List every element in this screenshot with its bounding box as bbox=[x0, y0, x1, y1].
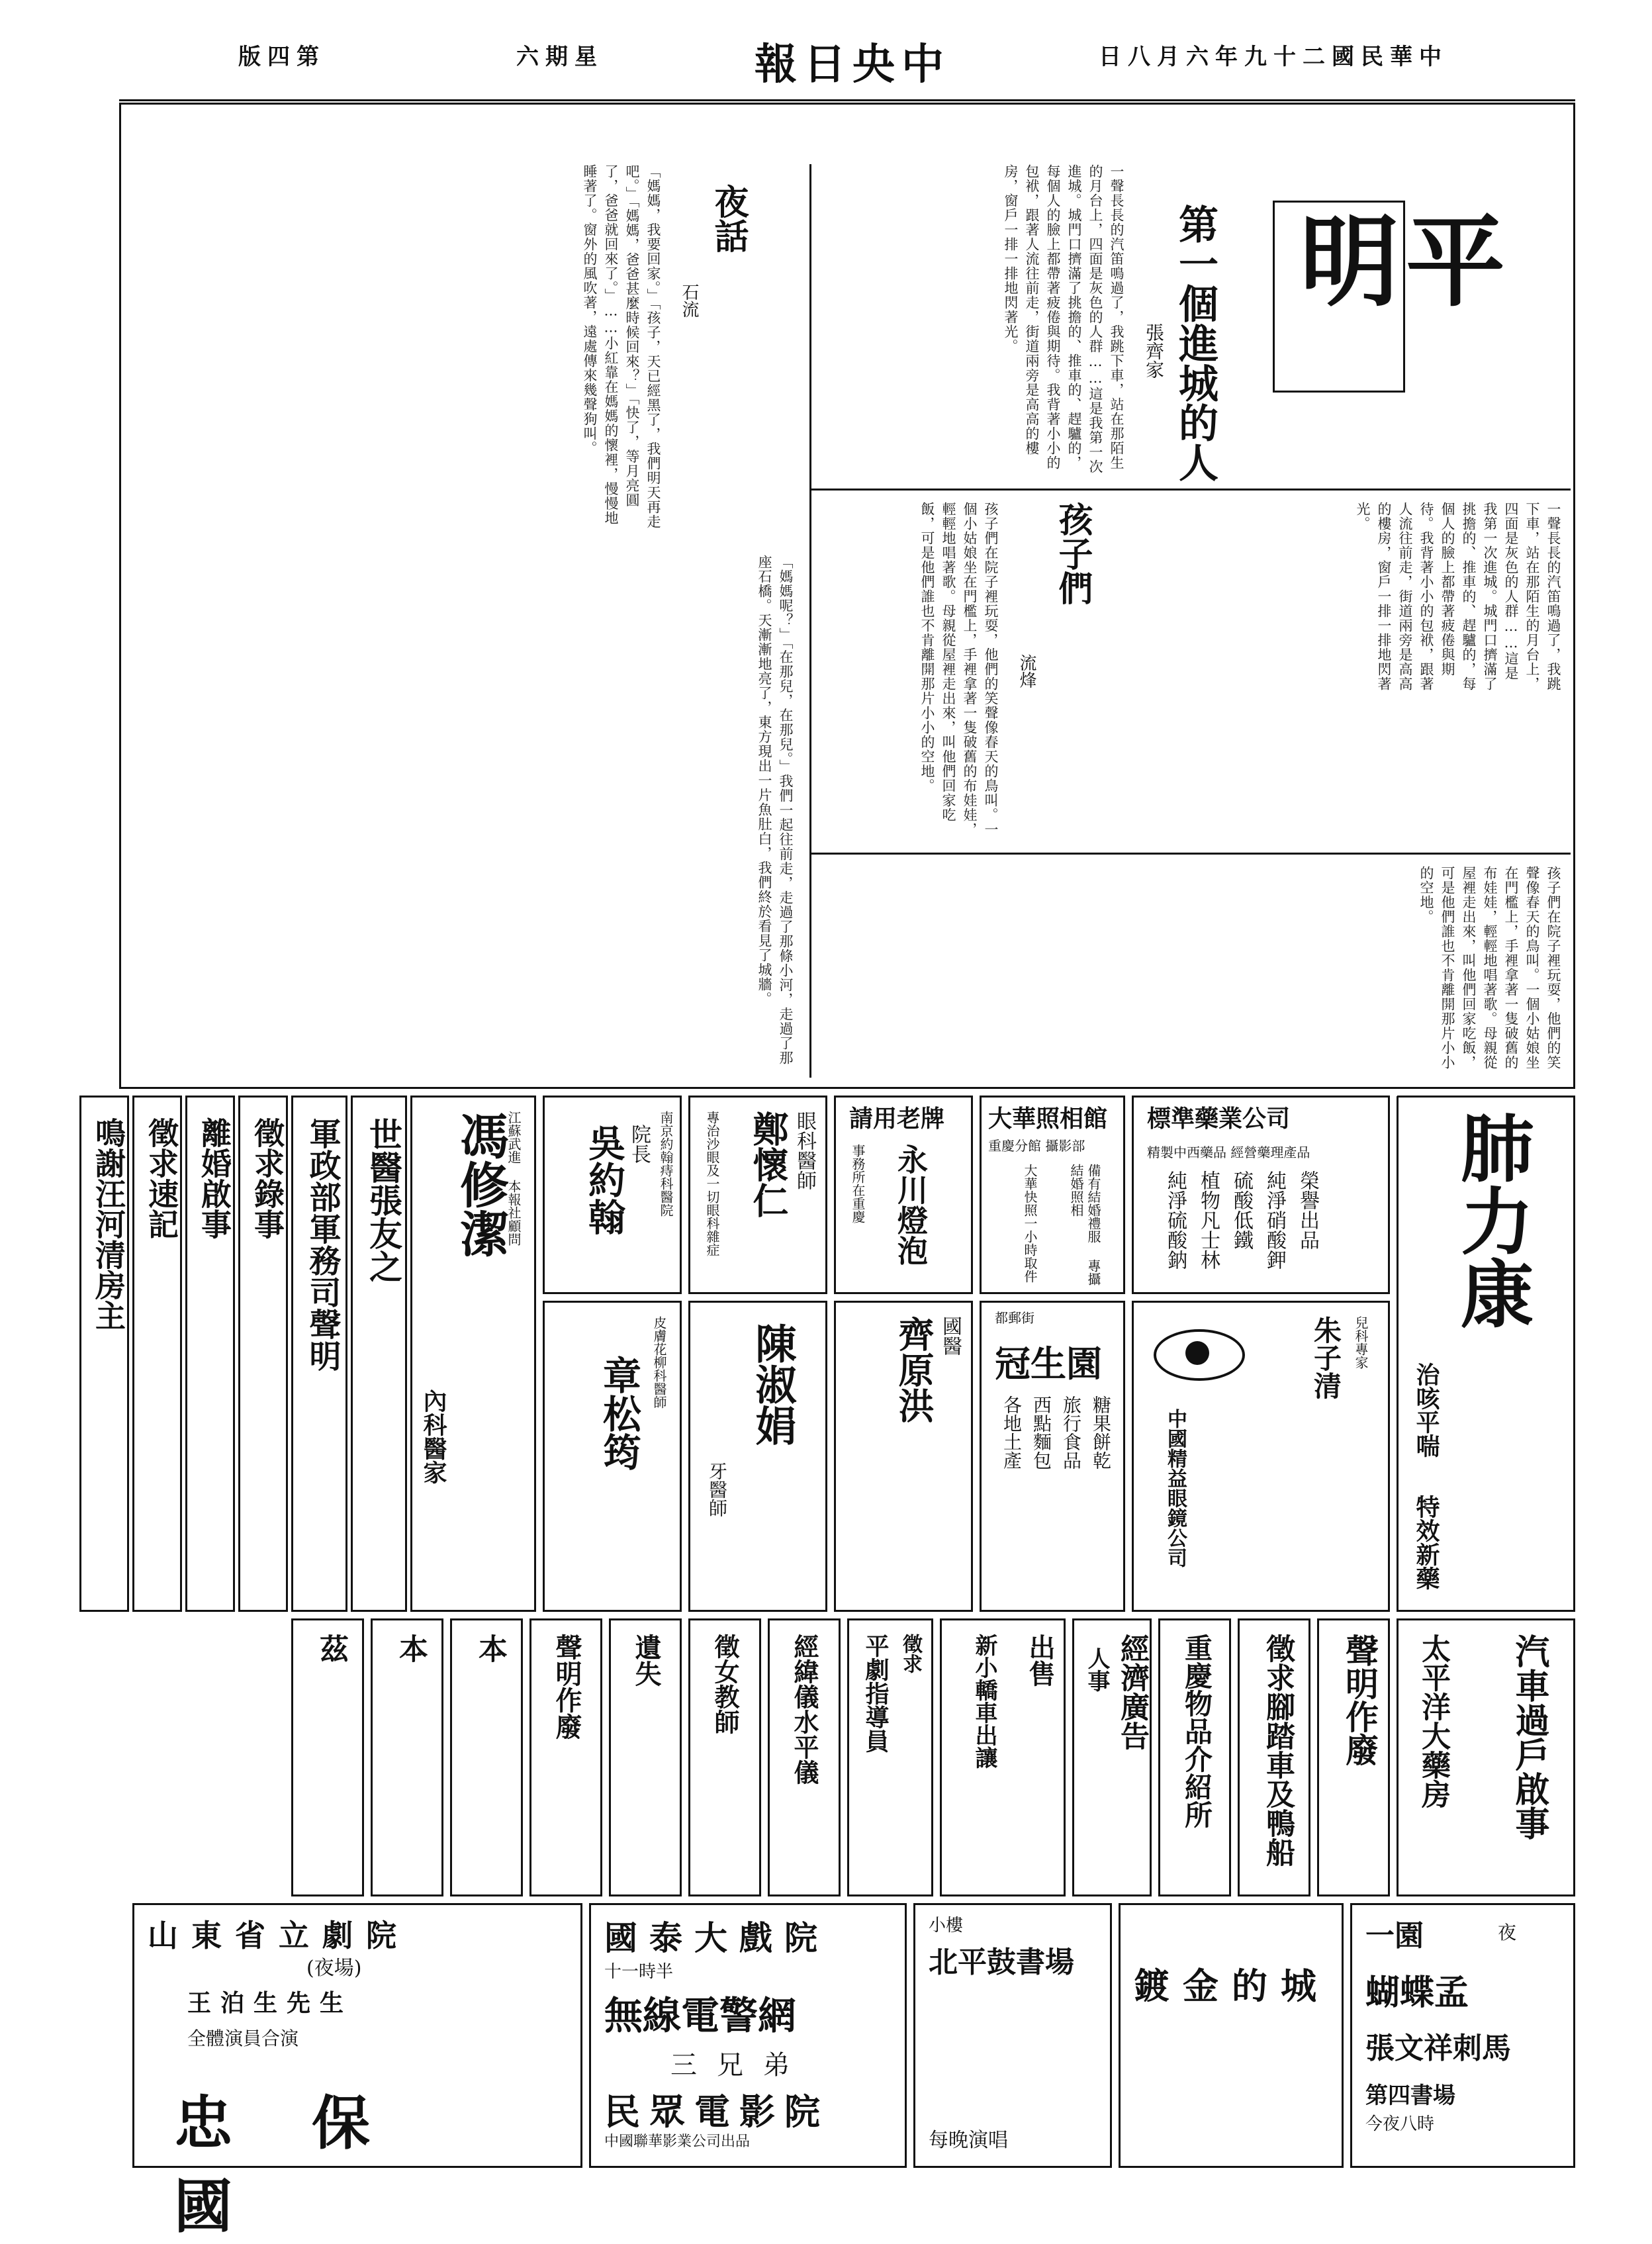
ad-eyeglass-title: 中國精益眼鏡公司 bbox=[1164, 1409, 1187, 1567]
ad-shuchang-note: 今夜八時 bbox=[1365, 2114, 1435, 2134]
ad-feilikang-note: 特效新藥 bbox=[1412, 1495, 1440, 1590]
ad-funv-title: 徵女教師 bbox=[710, 1634, 740, 1734]
ad-jingwei bbox=[768, 1618, 841, 1896]
ad-shandong-title: 山東省立劇院 bbox=[148, 1918, 410, 1953]
ad-chongqing-title: 重慶物品介紹所 bbox=[1181, 1634, 1213, 1828]
literary-supplement bbox=[119, 103, 1575, 1089]
ad-zheng-sub: 眼科醫師 bbox=[793, 1111, 816, 1190]
ad-shandong-sub: (夜場) bbox=[306, 1957, 362, 1980]
ad-shengming2-title: 聲明作廢 bbox=[551, 1634, 582, 1740]
ad-chen-sub: 牙醫師 bbox=[706, 1462, 728, 1517]
ad-dahua-note2: 大華快照一小時取件 bbox=[1022, 1164, 1038, 1283]
ad-qi-sub: 國醫 bbox=[939, 1316, 962, 1356]
eye-icon bbox=[1154, 1329, 1245, 1381]
ad-chen-title: 陳淑娟 bbox=[749, 1323, 797, 1446]
masthead-weekday: 六期星 bbox=[516, 44, 604, 70]
ad-eyeglass bbox=[1132, 1301, 1390, 1612]
ad-shuchang-title: 第四書場 bbox=[1365, 2082, 1455, 2109]
ad-chushou-title: 出售 bbox=[1025, 1634, 1056, 1687]
ad-chongqing bbox=[1158, 1618, 1231, 1896]
ad-zi-title: 茲 bbox=[314, 1634, 348, 1663]
article2-body: 孩子們在院子裡玩耍，他們的笑聲像春天的鳥叫。一個小姑娘坐在門檻上，手裡拿著一隻破舊的布娃娃，輕輕地唱著歌。母親從屋裡走出來，叫他們回家吃飯，可是他們誰也不肯離開那片小小的空地。 bbox=[919, 502, 999, 837]
ad-jingji bbox=[1072, 1618, 1152, 1896]
ad-yongchuan-sub: 請用老牌 bbox=[849, 1105, 945, 1133]
ad-ben bbox=[450, 1618, 523, 1896]
article1-body: 一聲長長的汽笛鳴過了，我跳下車，站在那陌生的月台上，四面是灰色的人群……這是我第一次進城。城門口擠滿了挑擔的、推車的、趕驢的，每個人的臉上都帶著疲倦與期待。我背著小小的包袱，跟著人流往前走，街道兩旁是高高的樓房，窗戶一排一排地閃著光。 bbox=[1003, 164, 1124, 474]
ad-feng-title: 馮修潔 bbox=[452, 1111, 509, 1258]
ad-yiyuan-show: 蝴蝶孟 bbox=[1365, 1973, 1469, 2013]
ad-yiyuan bbox=[1350, 1903, 1575, 2168]
ad-yongchuan bbox=[834, 1096, 973, 1294]
ad-xinxiao-title: 新小轎車出讓 bbox=[971, 1634, 997, 1769]
ad-wu bbox=[543, 1096, 682, 1294]
ad-wang bbox=[79, 1096, 129, 1612]
ad-dahua bbox=[980, 1096, 1125, 1294]
ad-shandong-note: 全體演員合演 bbox=[187, 2028, 299, 2049]
masthead-page: 版四第 bbox=[238, 44, 326, 70]
article3-title: 夜話 bbox=[708, 184, 749, 253]
masthead-date: 日八月六年九十二國民華中 bbox=[1099, 44, 1448, 70]
ad-shandong-show: 忠保國 bbox=[174, 2088, 450, 2241]
ad-guanshengyuan-item: 西點麵包 bbox=[1031, 1395, 1052, 1470]
ad-feilikang-seller: 太平洋大藥房 bbox=[1416, 1634, 1450, 1808]
ad-zhengqiu-title: 徵求錄事 bbox=[250, 1117, 285, 1239]
ad-wu-note: 南京約翰痔科醫院 bbox=[658, 1111, 674, 1217]
ad-guanshengyuan bbox=[980, 1301, 1125, 1612]
ad-minzhong-note: 中國聯華影業公司出品 bbox=[604, 2133, 751, 2150]
ad-guanshengyuan-item: 各地土產 bbox=[1001, 1395, 1023, 1470]
ad-pingju-sub: 徵求 bbox=[899, 1634, 922, 1673]
ad-xiaoji-sub: 小樓 bbox=[929, 1916, 964, 1936]
ad-yiyuan-note: 張文祥刺馬 bbox=[1365, 2032, 1511, 2065]
ad-feng-sub: 內科醫家 bbox=[420, 1389, 447, 1484]
ad-zhang bbox=[351, 1096, 407, 1612]
ad-zi bbox=[291, 1618, 364, 1896]
ad-zhang-title: 世醫張友之 bbox=[364, 1117, 403, 1283]
ad-pingju bbox=[847, 1618, 933, 1896]
ad-feng bbox=[410, 1096, 536, 1612]
ad-zhu-sub: 兒科專家 bbox=[1353, 1316, 1369, 1369]
ad-yishi-title: 遺失 bbox=[631, 1634, 662, 1687]
ad-minzhong-title: 民眾電影院 bbox=[604, 2090, 829, 2133]
divider bbox=[809, 853, 1571, 855]
ad-yishi bbox=[609, 1618, 682, 1896]
ad-zheng-title: 鄭懷仁 bbox=[747, 1111, 790, 1218]
ad-biaozhun-item: 硫酸低鐵 bbox=[1230, 1170, 1253, 1250]
ad-biaozhun-item: 純淨硝酸鉀 bbox=[1263, 1170, 1286, 1270]
ad-biaozhun-item: 植物凡士林 bbox=[1197, 1170, 1220, 1270]
ad-funv bbox=[688, 1618, 761, 1896]
ad-feng-note: 江蘇武進 本報社顧問 bbox=[506, 1111, 522, 1246]
ad-yiyuan-sub: 夜 bbox=[1498, 1922, 1517, 1943]
ad-guanshengyuan-item: 糖果餅乾 bbox=[1090, 1395, 1112, 1470]
ad-guotai bbox=[589, 1903, 907, 2168]
masthead-rule bbox=[119, 99, 1575, 101]
ad-shengming-title: 聲明作廢 bbox=[1340, 1634, 1379, 1766]
ad-guotai-title: 國泰大戲院 bbox=[604, 1918, 829, 1957]
ad-qi bbox=[834, 1301, 973, 1612]
ad-feilikang-sub: 治咳平喘 bbox=[1412, 1362, 1440, 1458]
ad-wu-title: 吳約翰 bbox=[582, 1124, 626, 1235]
ad-xiaoji-title: 北平鼓書場 bbox=[929, 1945, 1074, 1979]
ad-ben2 bbox=[371, 1618, 443, 1896]
ad-jingji-sub: 人事 bbox=[1083, 1647, 1110, 1692]
ad-qiche bbox=[1397, 1618, 1575, 1896]
advertisement-section bbox=[91, 1096, 1575, 2241]
ad-zhangsongjun-title: 章松筠 bbox=[596, 1356, 641, 1471]
article1-author: 張齊家 bbox=[1143, 323, 1165, 379]
article2-intro: 一聲長長的汽笛鳴過了，我跳下車，站在那陌生的月台上，四面是灰色的人群……這是我第一次進城。城門口擠滿了挑擔的、推車的、趕驢的，每個人的臉上都帶著疲倦與期待。我背著小小的包袱，跟著人流往前走，街道兩旁是高高的樓房，窗戶一排一排地閃著光。 bbox=[1355, 502, 1561, 691]
article4-body: 「媽媽呢？」「在那兒，在那兒。」我們一起往前走，走過了那條小河，走過了那座石橋。天漸漸地亮了，東方現出一片魚肚白，我們終於看見了城牆。 bbox=[757, 555, 794, 1065]
supplement-title-box bbox=[1273, 201, 1505, 393]
ad-biaozhun-item: 純淨硫酸鈉 bbox=[1164, 1170, 1187, 1270]
masthead-title: 報日央中 bbox=[755, 40, 950, 89]
ad-zhangsongjun-sub: 皮膚花柳科醫師 bbox=[651, 1316, 667, 1409]
ad-xiaoji-note: 每晚演唱 bbox=[929, 2129, 1008, 2152]
ad-shengming2 bbox=[529, 1618, 602, 1896]
ad-shengming bbox=[1317, 1618, 1390, 1896]
ad-jingji-title: 經濟廣告 bbox=[1115, 1634, 1149, 1750]
ad-guotai-show: 無線電警網 bbox=[604, 1993, 797, 2038]
ad-dahua-sub: 重慶分館 攝影部 bbox=[988, 1138, 1085, 1154]
article3-author: 石流 bbox=[679, 283, 699, 318]
article2-title: 孩子們 bbox=[1052, 502, 1093, 605]
ad-jiaota bbox=[1238, 1618, 1310, 1896]
ad-yongchuan-title: 永川燈泡 bbox=[893, 1144, 929, 1266]
article1-title: 第一個進城的人 bbox=[1172, 204, 1218, 482]
ad-dahua-note: 備有結婚禮服 專攝結婚照相 bbox=[1068, 1164, 1101, 1286]
ad-pingju-title: 平劇指導員 bbox=[862, 1634, 890, 1753]
ad-biaozhun-title: 標準藥業公司 bbox=[1147, 1105, 1291, 1133]
divider bbox=[809, 489, 1571, 491]
ad-suji-title: 徵求速記 bbox=[144, 1117, 179, 1239]
ad-qiche-title: 汽車過戶啟事 bbox=[1509, 1634, 1549, 1840]
ad-biaozhun-sub: 精製中西藥品 經營藥理產品 bbox=[1147, 1145, 1310, 1160]
ad-zhengqiu bbox=[238, 1096, 288, 1612]
ad-ben-title: 本 bbox=[473, 1634, 507, 1663]
ad-zhangsongjun bbox=[543, 1301, 682, 1612]
ad-zhu-title: 朱子清 bbox=[1310, 1316, 1342, 1399]
ad-minzhong bbox=[1119, 1903, 1344, 2168]
ad-chen bbox=[688, 1301, 827, 1612]
article2-author: 流烽 bbox=[1017, 654, 1036, 688]
ad-yongchuan-note: 事務所在重慶 bbox=[850, 1144, 866, 1223]
article2-continued: 孩子們在院子裡玩耍，他們的笑聲像春天的鳥叫。一個小姑娘坐在門檻上，手裡拿著一隻破舊的布娃娃，輕輕地唱著歌。母親從屋裡走出來，叫他們回家吃飯，可是他們誰也不肯離開那片小小的空地。 bbox=[1418, 866, 1561, 1070]
ad-chushou bbox=[940, 1618, 1066, 1896]
ad-wu-sub: 院長 bbox=[627, 1124, 651, 1164]
ad-xiaoji bbox=[913, 1903, 1112, 2168]
ad-jiaota-title: 徵求腳踏車及鴨船 bbox=[1261, 1634, 1295, 1867]
ad-zheng bbox=[688, 1096, 827, 1294]
ad-guanshengyuan-item: 旅行食品 bbox=[1060, 1395, 1082, 1470]
ad-lihun bbox=[185, 1096, 235, 1612]
ad-wang-title: 鳴謝汪河清房主 bbox=[91, 1117, 126, 1331]
ad-ben2-title: 本 bbox=[394, 1634, 428, 1663]
ad-jingwei-title: 經緯儀水平儀 bbox=[790, 1634, 819, 1785]
ad-junzheng-title: 軍政部軍務司聲明 bbox=[304, 1117, 341, 1372]
ad-biaozhun bbox=[1132, 1096, 1390, 1294]
ad-zheng-note: 專治沙眼及一切眼科雜症 bbox=[704, 1111, 720, 1256]
ad-minzhong-show: 鍍金的城 bbox=[1134, 1965, 1330, 2007]
article3-body: 「媽媽，我要回家。」「孩子，天已經黑了，我們明天再走吧。」「媽媽，爸爸甚麼時候回來？」「快了，等月亮圓了，爸爸就回來了。」……小紅靠在媽媽的懷裡，慢慢地睡著了。窗外的風吹著，遠處傳來幾聲狗叫。 bbox=[582, 164, 661, 529]
ad-guanshengyuan-sub: 都郵街 bbox=[995, 1310, 1034, 1326]
ad-junzheng bbox=[291, 1096, 347, 1612]
ad-qi-title: 齊原洪 bbox=[893, 1316, 935, 1423]
ad-shandong-line: 王泊生先生 bbox=[187, 1989, 353, 2017]
ad-biaozhun-item: 榮譽出品 bbox=[1296, 1170, 1319, 1250]
ad-feilikang bbox=[1397, 1096, 1575, 1612]
ad-guotai-note: 三兄弟 bbox=[670, 2050, 809, 2080]
ad-dahua-title: 大華照相館 bbox=[988, 1105, 1108, 1133]
ad-suji bbox=[132, 1096, 182, 1612]
masthead bbox=[40, 26, 1612, 99]
ad-feilikang-title: 肺力康 bbox=[1449, 1111, 1534, 1329]
ad-guotai-sub: 十一時半 bbox=[604, 1962, 674, 1982]
ad-shandong bbox=[132, 1903, 582, 2241]
supplement-title: 平明 bbox=[1283, 209, 1505, 308]
ad-guanshengyuan-title: 冠生園 bbox=[995, 1342, 1102, 1385]
column-rule bbox=[809, 164, 811, 1078]
ad-yiyuan-title: 一園 bbox=[1365, 1919, 1424, 1953]
ad-lihun-title: 離婚啟事 bbox=[197, 1117, 232, 1239]
